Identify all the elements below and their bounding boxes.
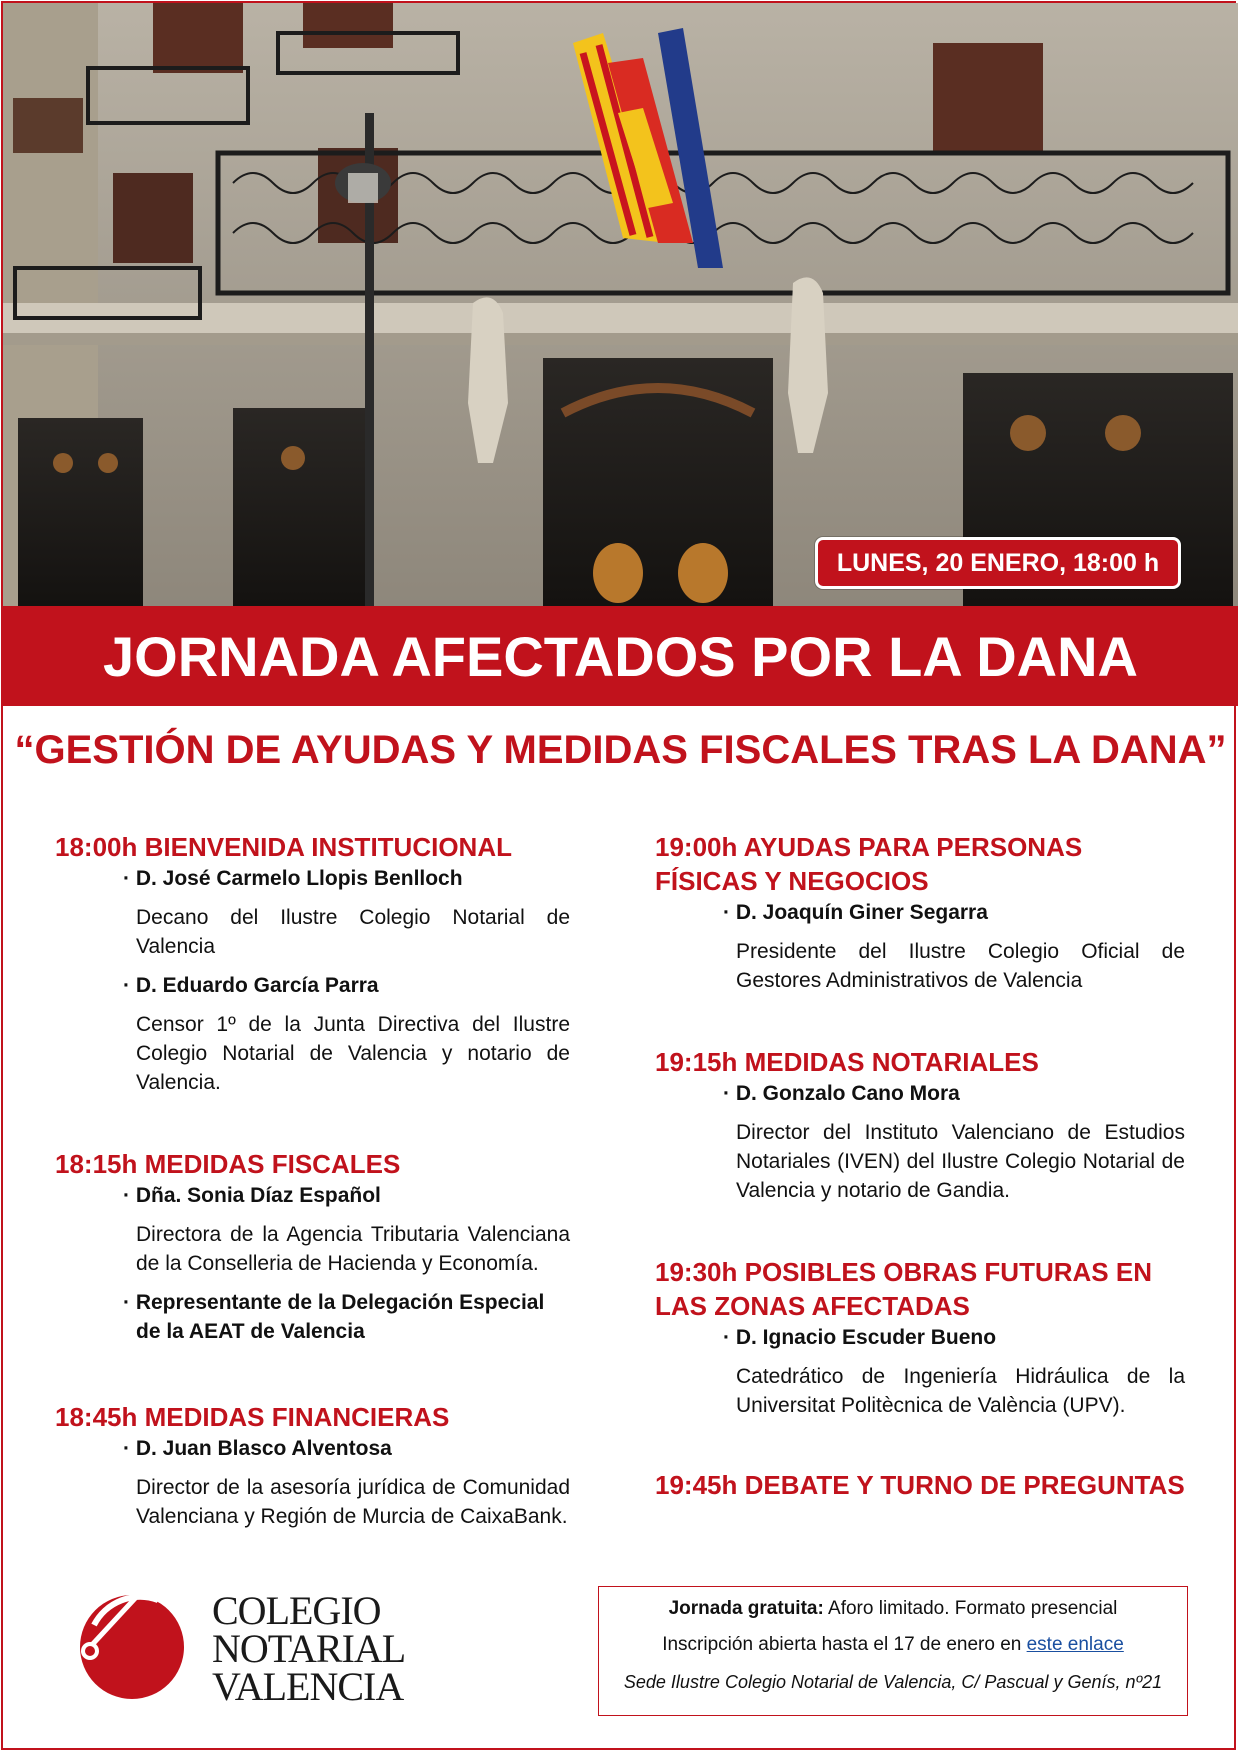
speaker-role: Decano del Ilustre Colegio Notarial de Valencia [136, 906, 570, 958]
logo-line: COLEGIO [212, 1588, 381, 1633]
program-right-column [655, 830, 1185, 1502]
section-title: 18:00h BIENVENIDA INSTITUCIONAL [55, 832, 512, 862]
free-label: Jornada gratuita: [668, 1598, 824, 1619]
section-title: 19:15h MEDIDAS NOTARIALES [655, 1047, 1039, 1077]
program-section [655, 1255, 1185, 1420]
speaker-name: · Dña. Sonia Díaz Español [123, 1184, 381, 1207]
section-title: 18:45h MEDIDAS FINANCIERAS [55, 1402, 450, 1432]
event-info-box [598, 1586, 1188, 1716]
speaker-name: · Representante de la Delegación Especial de la AEAT de Valencia [123, 1291, 545, 1343]
speaker-name: · D. José Carmelo Llopis Benlloch [123, 867, 463, 890]
program-section [55, 1400, 570, 1531]
speaker-role: Censor 1º de la Junta Directiva del Ilustre Colegio Notarial de Valencia y notario de Valencia. [136, 1013, 570, 1094]
program-left-column [55, 830, 570, 1531]
speaker-role: Directora de la Agencia Tributaria Valenciana de la Conselleria de Hacienda y Economía. [136, 1223, 570, 1275]
program-section [55, 830, 570, 1097]
section-title: 19:30h POSIBLES OBRAS FUTURAS EN LAS ZONAS AFECTADAS [655, 1257, 1152, 1321]
speaker-name: · D. Juan Blasco Alventosa [123, 1437, 392, 1460]
admission-line [599, 1598, 1187, 1620]
logo-line: VALENCIA [212, 1664, 404, 1709]
speaker-name: · D. Eduardo García Parra [123, 974, 379, 997]
speaker-name: · D. Ignacio Escuder Bueno [723, 1326, 997, 1349]
section-title: 18:15h MEDIDAS FISCALES [55, 1149, 401, 1179]
program-section [655, 1045, 1185, 1205]
logo-wordmark [212, 1588, 406, 1709]
venue-line: Sede Ilustre Colegio Notarial de Valencia, C/ Pascual y Genís, nº21 [623, 1672, 1163, 1692]
speaker-role: Catedrático de Ingeniería Hidráulica de la Universitat Politècnica de València (UPV). [736, 1365, 1185, 1417]
event-subtitle: “GESTIÓN DE AYUDAS Y MEDIDAS FISCALES TRAS LA DANA” [14, 728, 1227, 772]
speaker-role: Director de la asesoría jurídica de Comunidad Valenciana y Región de Murcia de CaixaBank. [136, 1476, 570, 1528]
logo-line: NOTARIAL [212, 1626, 406, 1671]
section-title: 19:00h AYUDAS PARA PERSONAS FÍSICAS Y NEGOCIOS [655, 832, 1083, 896]
registration-text: Inscripción abierta hasta el 17 de enero en [662, 1634, 1027, 1655]
event-date-badge: LUNES, 20 ENERO, 18:00 h [815, 537, 1181, 589]
speaker-name: · D. Gonzalo Cano Mora [723, 1082, 960, 1105]
free-text: Aforo limitado. Formato presencial [823, 1598, 1118, 1619]
building-facade-photo [3, 3, 1238, 606]
program-section [655, 830, 1185, 995]
speaker-name: · D. Joaquín Giner Segarra [723, 901, 988, 924]
program-section [655, 1468, 1185, 1502]
program-section [55, 1147, 570, 1346]
registration-link[interactable]: este enlace [1026, 1634, 1124, 1655]
registration-line [599, 1634, 1187, 1656]
speaker-role: Presidente del Ilustre Colegio Oficial de Gestores Administrativos de Valencia [736, 940, 1185, 992]
speaker-role: Director del Instituto Valenciano de Estudios Notariales (IVEN) del Ilustre Colegio Notarial de Valencia y notario de Gandia. [736, 1121, 1185, 1202]
event-title: JORNADA AFECTADOS POR LA DANA [103, 624, 1138, 688]
section-title: 19:45h DEBATE Y TURNO DE PREGUNTAS [655, 1470, 1185, 1500]
event-title-banner [3, 606, 1238, 706]
